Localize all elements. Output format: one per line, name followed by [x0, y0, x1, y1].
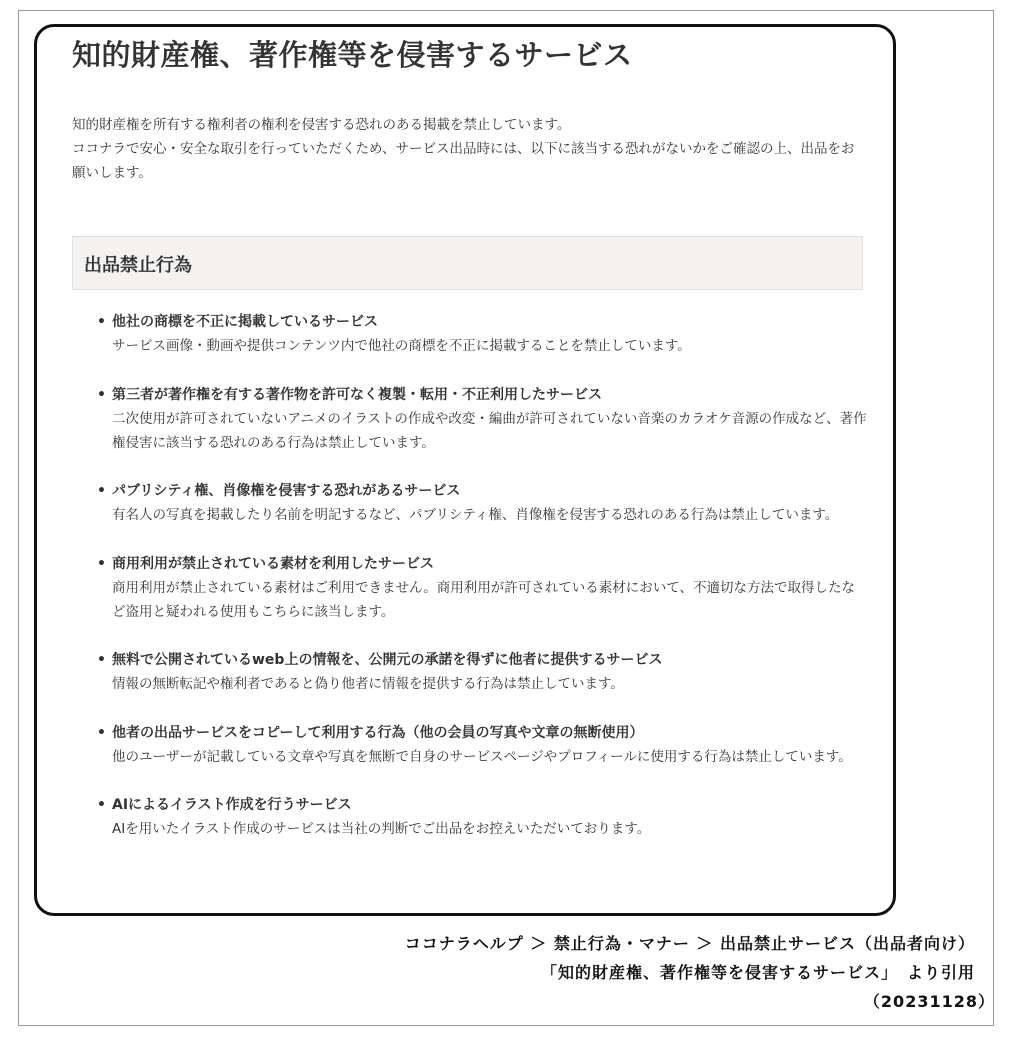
rule-description: 有名人の写真を掲載したり名前を明記するなど、パブリシティ権、肖像権を侵害する恐れのある行為は禁止しています。: [112, 507, 839, 523]
list-item: [95, 383, 867, 455]
list-item: [95, 648, 867, 696]
rule-description: 情報の無断転記や権利者であると偽り他者に情報を提供する行為は禁止しています。: [112, 676, 624, 692]
citation-breadcrumb: ココナラヘルプ ＞ 禁止行為・マナー ＞ 出品禁止サービス（出品者向け）: [404, 934, 975, 953]
bullet-icon: •: [97, 555, 106, 572]
intro-paragraph: ココナラで安心・安全な取引を行っていただくため、サービス出品時には、以下に該当する恐れがないかをご確認の上、出品をお願いします。: [72, 141, 855, 181]
citation-source: 「知的財産権、著作権等を侵害するサービス」 より引用: [540, 963, 975, 982]
bullet-icon: •: [97, 724, 106, 741]
bullet-icon: •: [97, 652, 106, 668]
bullet-icon: •: [97, 386, 106, 403]
rule-title: 無料で公開されているweb上の情報を、公開元の承諾を得ずに他者に提供するサービス: [112, 652, 663, 668]
bullet-icon: •: [97, 483, 106, 499]
section-heading: 出品禁止行為: [84, 255, 192, 276]
bullet-icon: •: [97, 314, 106, 330]
list-item: [95, 793, 867, 841]
rule-description: 商用利用が禁止されている素材はご利用できません。商用利用が許可されている素材において、不適切な方法で取得したなど盗用と疑われる使用もこちらに該当します。: [112, 579, 856, 620]
rule-title: パブリシティ権、肖像権を侵害する恐れがあるサービス: [112, 483, 461, 499]
section-header-box: [72, 236, 863, 290]
list-item: [95, 552, 867, 624]
list-item: [95, 721, 867, 769]
citation-block: [404, 929, 995, 1016]
bullet-icon: •: [97, 797, 106, 813]
rule-title: 他者の出品サービスをコピーして利用する行為（他の会員の写真や文章の無断使用）: [112, 724, 644, 741]
rule-description: サービス画像・動画や提供コンテンツ内で他社の商標を不正に掲載することを禁止しています。: [112, 338, 691, 354]
prohibited-actions-list: [95, 310, 867, 841]
rule-title: AIによるイラスト作成を行うサービス: [112, 797, 352, 813]
rule-description: AIを用いたイラスト作成のサービスは当社の判断でご出品をお控えいただいております。: [112, 821, 651, 837]
intro-text: [72, 113, 862, 185]
rule-title: 他社の商標を不正に掲載しているサービス: [112, 314, 378, 330]
list-item: [95, 310, 867, 358]
rule-title: 第三者が著作権を有する著作物を許可なく複製・転用・不正利用したサービス: [112, 386, 602, 403]
rule-description: 二次使用が許可されていないアニメのイラストの作成や改変・編曲が許可されていない音楽のカラオケ音源の作成など、著作権侵害に該当する恐れのある行為は禁止しています。: [112, 410, 867, 451]
rule-title: 商用利用が禁止されている素材を利用したサービス: [112, 555, 434, 572]
citation-date: （20231128）: [863, 992, 995, 1011]
rule-description: 他のユーザーが記載している文章や写真を無断で自身のサービスページやプロフィールに使用する行為は禁止しています。: [112, 748, 852, 765]
quoted-content-card: [34, 24, 896, 916]
list-item: [95, 479, 867, 527]
page-title: 知的財産権、著作権等を侵害するサービス: [72, 38, 633, 72]
intro-paragraph: 知的財産権を所有する権利者の権利を侵害する恐れのある掲載を禁止しています。: [72, 117, 571, 133]
